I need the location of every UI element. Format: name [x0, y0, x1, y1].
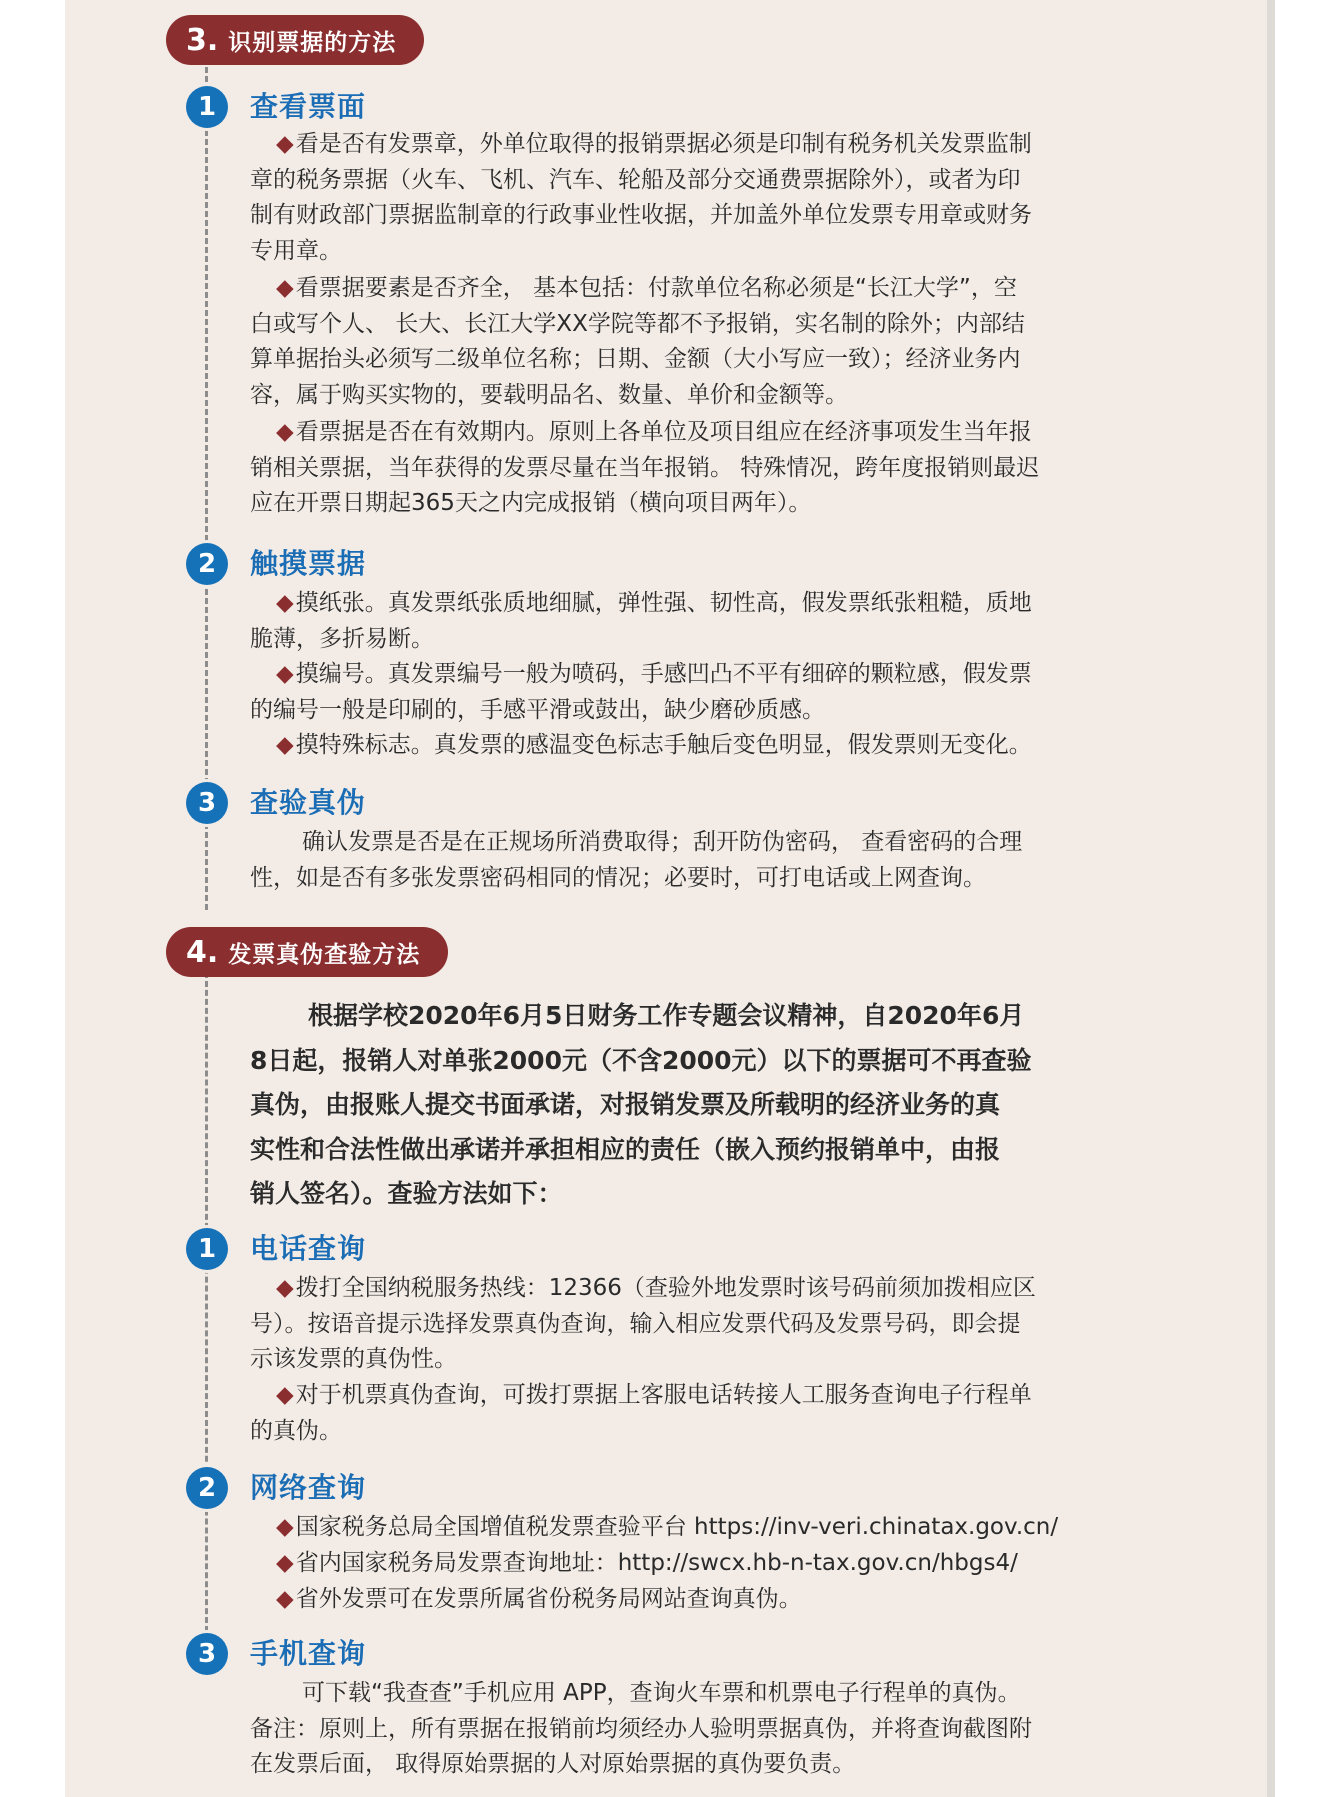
plain-paragraph: [250, 1676, 1170, 1712]
text-line: 摸纸张。真发票纸张质地细腻，弹性强、韧性高，假发票纸张粗糙，质地: [295, 590, 1032, 616]
text-line: 号）。按语音提示选择发票真伪查询，输入相应发票代码及发票号码，即会提: [250, 1310, 1021, 1337]
step-number-badge: 3: [186, 1633, 228, 1675]
text-line: 应在开票日期起365天之内完成报销（横向项目两年）。: [250, 490, 812, 516]
bullet-paragraph: [250, 728, 1196, 764]
text-line: 备注：原则上，所有票据在报销前均须经办人验明票据真伪，并将查询截图附: [250, 1715, 1032, 1742]
diamond-bullet-icon: ◆: [276, 1550, 294, 1576]
paragraph-continuation: [250, 451, 1170, 522]
diamond-bullet-icon: ◆: [276, 1275, 294, 1301]
section-4-title: 发票真伪查验方法: [228, 941, 421, 968]
paragraph-continuation: [250, 1414, 1170, 1450]
note-paragraph: [250, 1712, 1170, 1783]
paragraph-continuation: [250, 1307, 1170, 1378]
step-title: 触摸票据: [250, 547, 367, 580]
intro-paragraph-continuation: [250, 1039, 1170, 1217]
text-line: 实性和合法性做出承诺并承担相应的责任（嵌入预约报销单中，由报: [250, 1134, 1001, 1164]
text-line: 摸特殊标志。真发票的感温变色标志手触后变色明显，假发票则无变化。: [295, 732, 1032, 758]
text-line: 根据学校2020年6月5日财务工作专题会议精神，自2020年6月: [308, 1001, 1025, 1030]
bullet-paragraph: [250, 1582, 1196, 1618]
section-4-number: 4.: [186, 934, 219, 970]
paragraph-continuation: [250, 163, 1170, 270]
step-number-badge: 2: [186, 1467, 228, 1509]
text-line: 性，如是否有多张发票密码相同的情况；必要时，可打电话或上网查询。: [250, 864, 986, 891]
step-title: 手机查询: [250, 1637, 367, 1670]
diamond-bullet-icon: ◆: [276, 131, 294, 157]
timeline-dash-s4: [205, 972, 208, 1632]
text-line: 白或写个人、 长大、长江大学XX学院等都不予报销，实名制的除外；内部结: [250, 310, 1025, 337]
text-line: 摸编号。真发票编号一般为喷码，手感凹凸不平有细碎的颗粒感，假发票: [295, 661, 1032, 687]
text-line: 脆薄，多折易断。: [250, 625, 434, 652]
text-line: 拨打全国纳税服务热线：12366（查验外地发票时该号码前须加拨相应区: [295, 1275, 1036, 1301]
bullet-paragraph: [250, 1378, 1196, 1414]
text-line: 对于机票真伪查询，可拨打票据上客服电话转接人工服务查询电子行程单: [295, 1382, 1032, 1408]
diamond-bullet-icon: ◆: [276, 275, 294, 301]
text-line: 看票据是否在有效期内。原则上各单位及项目组应在经济事项发生当年报: [295, 419, 1032, 445]
diamond-bullet-icon: ◆: [276, 590, 294, 616]
text-line: 专用章。: [250, 237, 342, 264]
section-3-number: 3.: [186, 22, 219, 58]
step-number-badge: 2: [186, 543, 228, 585]
text-line: 示该发票的真伪性。: [250, 1346, 457, 1372]
bullet-paragraph: [250, 415, 1196, 451]
text-line: 容，属于购买实物的，要载明品名、数量、单价和金额等。: [250, 381, 848, 408]
text-line: 销相关票据，当年获得的发票尽量在当年报销。 特殊情况，跨年度报销则最迟: [250, 454, 1040, 481]
bullet-paragraph: [250, 586, 1196, 622]
step-title: 网络查询: [250, 1471, 367, 1504]
section-4-header: [166, 927, 448, 977]
section-3-title: 识别票据的方法: [228, 29, 397, 56]
text-line: 销人签名）。查验方法如下：: [250, 1179, 563, 1208]
text-line: 8日起，报销人对单张2000元（不含2000元）以下的票据可不再查验: [250, 1045, 1032, 1075]
diamond-bullet-icon: ◆: [276, 419, 294, 445]
text-line: 省外发票可在发票所属省份税务局网站查询真伪。: [295, 1586, 802, 1612]
page-edge: [1267, 0, 1275, 1797]
plain-paragraph: [250, 825, 1170, 861]
step-number-badge: 1: [186, 1228, 228, 1270]
diamond-bullet-icon: ◆: [276, 732, 294, 758]
bullet-paragraph: [250, 1546, 1196, 1582]
diamond-bullet-icon: ◆: [276, 1382, 294, 1408]
text-line: 可下载“我查查”手机应用 APP，查询火车票和机票电子行程单的真伪。: [302, 1680, 1021, 1706]
hubei-tax-link[interactable]: 省内国家税务局发票查询地址：http://swcx.hb-n-tax.gov.cn/hbgs4/: [295, 1550, 1018, 1576]
text-line: 的编号一般是印刷的，手感平滑或鼓出，缺少磨砂质感。: [250, 696, 825, 723]
text-line: 在发票后面， 取得原始票据的人对原始票据的真伪要负责。: [250, 1751, 856, 1777]
bullet-paragraph: [250, 1510, 1196, 1546]
text-line: 真伪，由报账人提交书面承诺，对报销发票及所载明的经济业务的真: [250, 1090, 1001, 1119]
step-number-badge: 3: [186, 782, 228, 824]
paragraph-continuation: [250, 622, 1170, 658]
bullet-paragraph: [250, 127, 1196, 163]
step-number-badge: 1: [186, 86, 228, 128]
diamond-bullet-icon: ◆: [276, 661, 294, 687]
text-line: 的真伪。: [250, 1417, 342, 1444]
section-3-header: [166, 15, 424, 65]
step-title: 查看票面: [250, 90, 367, 123]
text-line: 确认发票是否是在正规场所消费取得；刮开防伪密码， 查看密码的合理: [302, 829, 1023, 855]
text-line: 看票据要素是否齐全， 基本包括：付款单位名称必须是“长江大学”，空: [295, 275, 1017, 301]
chinatax-link[interactable]: 国家税务总局全国增值税发票查验平台 https://inv-veri.chinatax.gov.cn/: [295, 1514, 1059, 1540]
paragraph-continuation: [250, 693, 1170, 729]
intro-paragraph: [250, 994, 1170, 1039]
text-line: 算单据抬头必须写二级单位名称；日期、金额（大小写应一致）；经济业务内: [250, 346, 1021, 372]
step-title: 查验真伪: [250, 786, 367, 819]
paragraph-continuation: [250, 307, 1170, 414]
bullet-paragraph: [250, 657, 1196, 693]
diamond-bullet-icon: ◆: [276, 1514, 294, 1540]
bullet-paragraph: [250, 1271, 1196, 1307]
step-title: 电话查询: [250, 1232, 367, 1265]
paragraph-continuation: [250, 861, 1170, 897]
text-line: 章的税务票据（火车、飞机、汽车、轮船及部分交通费票据除外），或者为印: [250, 166, 1021, 193]
diamond-bullet-icon: ◆: [276, 1586, 294, 1612]
bullet-paragraph: [250, 271, 1196, 307]
text-line: 制有财政部门票据监制章的行政事业性收据，并加盖外单位发票专用章或财务: [250, 202, 1032, 228]
text-line: 看是否有发票章，外单位取得的报销票据必须是印制有税务机关发票监制: [295, 131, 1032, 157]
